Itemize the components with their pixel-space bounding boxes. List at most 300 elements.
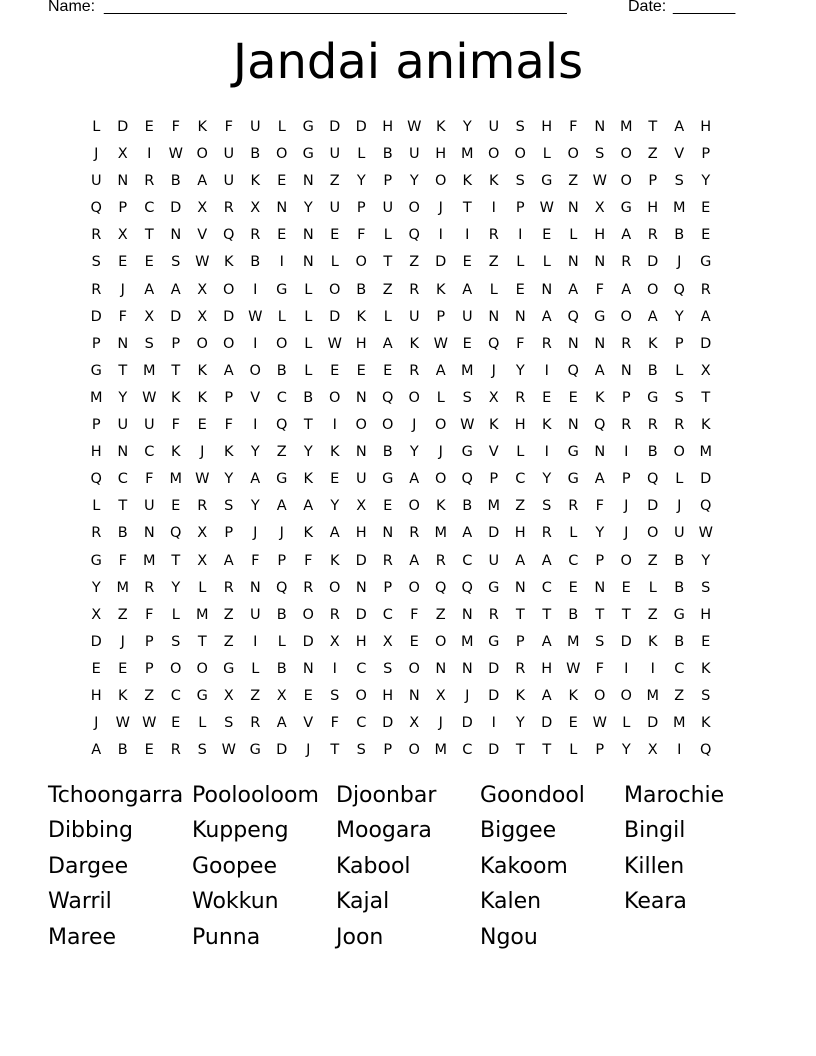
grid-letter[interactable]: W [539,200,554,217]
grid-letter[interactable]: L [304,362,313,379]
grid-letter[interactable]: L [489,281,498,298]
grid-letter[interactable]: N [594,119,606,135]
grid-letter[interactable]: O [355,254,367,271]
grid-letter[interactable]: R [621,335,632,352]
grid-letter[interactable]: G [196,687,208,704]
grid-letter[interactable]: L [251,660,260,677]
grid-letter[interactable]: L [277,308,286,325]
grid-letter[interactable]: N [276,200,288,217]
grid-letter[interactable]: B [674,633,685,650]
grid-letter[interactable]: B [647,362,658,379]
grid-letter[interactable]: W [566,660,581,677]
grid-letter[interactable]: U [461,308,473,325]
grid-letter[interactable]: A [276,715,287,732]
grid-letter[interactable]: G [567,471,579,488]
grid-letter[interactable]: S [144,335,154,352]
grid-letter[interactable]: R [250,715,261,732]
grid-letter[interactable]: K [303,525,313,542]
grid-letter[interactable]: D [461,715,473,732]
grid-letter[interactable]: H [541,660,553,677]
grid-letter[interactable]: N [541,281,553,298]
grid-letter[interactable]: B [276,606,287,623]
grid-letter[interactable]: T [330,742,340,759]
grid-letter[interactable]: M [142,362,156,379]
grid-letter[interactable]: O [196,335,208,352]
grid-letter[interactable]: D [355,552,367,569]
grid-letter[interactable]: O [647,281,659,298]
grid-letter[interactable]: O [620,173,632,190]
grid-letter[interactable]: X [329,633,340,650]
grid-letter[interactable]: N [567,335,579,352]
grid-letter[interactable]: N [567,254,579,271]
grid-letter[interactable]: K [647,633,658,650]
grid-letter[interactable]: G [567,444,579,461]
grid-letter[interactable]: T [197,633,207,650]
grid-letter[interactable]: E [409,633,419,650]
grid-letter[interactable]: M [460,362,474,379]
grid-letter[interactable]: N [170,227,182,244]
grid-letter[interactable]: L [304,308,313,325]
grid-letter[interactable]: K [170,444,181,461]
grid-letter[interactable]: Z [647,606,658,623]
grid-letter[interactable]: G [276,281,288,298]
grid-letter[interactable]: H [90,687,102,704]
grid-letter[interactable]: J [438,200,443,217]
grid-letter[interactable]: O [196,660,208,677]
grid-letter[interactable]: J [677,498,682,515]
grid-letter[interactable]: X [197,200,208,217]
grid-letter[interactable]: O [382,417,394,434]
grid-letter[interactable]: U [408,146,420,163]
grid-letter[interactable]: S [224,715,234,732]
grid-letter[interactable]: K [329,444,340,461]
grid-letter[interactable]: Y [462,119,472,135]
grid-letter[interactable]: Z [435,606,446,623]
grid-letter[interactable]: N [355,579,367,596]
grid-letter[interactable]: R [170,742,181,759]
grid-letter[interactable]: T [515,606,525,623]
grid-letter[interactable]: L [516,444,525,461]
grid-letter[interactable]: X [197,552,208,569]
grid-letter[interactable]: I [253,633,258,650]
grid-letter[interactable]: D [382,715,394,732]
grid-letter[interactable]: N [117,444,129,461]
grid-letter[interactable]: D [488,660,500,677]
grid-letter[interactable]: C [356,660,367,677]
grid-letter[interactable]: R [541,335,552,352]
grid-letter[interactable]: R [144,579,155,596]
grid-letter[interactable]: B [356,281,367,298]
grid-letter[interactable]: Y [409,173,419,190]
grid-letter[interactable]: N [594,579,606,596]
grid-letter[interactable]: O [329,579,341,596]
grid-letter[interactable]: F [357,227,366,244]
grid-letter[interactable]: I [253,417,258,434]
grid-letter[interactable]: P [489,471,499,488]
grid-letter[interactable]: Q [408,227,420,244]
grid-letter[interactable]: J [438,715,443,732]
grid-letter[interactable]: Y [542,471,552,488]
grid-letter[interactable]: A [541,687,552,704]
grid-letter[interactable]: Z [223,606,234,623]
grid-letter[interactable]: M [169,471,182,488]
grid-letter[interactable]: X [276,687,287,704]
grid-letter[interactable]: I [279,254,284,271]
grid-letter[interactable]: D [647,498,659,515]
grid-letter[interactable]: P [701,146,711,163]
grid-letter[interactable]: C [462,742,473,759]
grid-letter[interactable]: L [198,579,207,596]
grid-letter[interactable]: E [383,362,393,379]
grid-letter[interactable]: C [674,660,685,677]
grid-letter[interactable]: Q [567,308,579,325]
grid-letter[interactable]: C [515,471,526,488]
grid-letter[interactable]: O [249,362,261,379]
grid-letter[interactable]: E [701,633,711,650]
grid-letter[interactable]: F [595,281,604,298]
grid-letter[interactable]: L [198,715,207,732]
grid-letter[interactable]: D [302,633,314,650]
grid-letter[interactable]: E [330,227,340,244]
grid-letter[interactable]: P [356,200,366,217]
grid-letter[interactable]: A [594,362,605,379]
grid-letter[interactable]: A [329,525,340,542]
grid-letter[interactable]: A [515,552,526,569]
grid-letter[interactable]: U [673,525,685,542]
grid-letter[interactable]: N [567,200,579,217]
grid-letter[interactable]: G [673,606,685,623]
grid-letter[interactable]: W [115,715,130,732]
grid-letter[interactable]: F [569,119,578,135]
grid-letter[interactable]: N [594,254,606,271]
grid-letter[interactable]: R [409,525,420,542]
grid-letter[interactable]: L [542,146,551,163]
grid-letter[interactable]: A [382,335,393,352]
grid-letter[interactable]: O [355,687,367,704]
grid-letter[interactable]: H [355,633,367,650]
grid-letter[interactable]: Y [515,362,525,379]
grid-letter[interactable]: M [89,389,103,406]
grid-letter[interactable]: E [701,200,711,217]
grid-letter[interactable]: N [435,660,447,677]
grid-letter[interactable]: E [330,471,340,488]
grid-letter[interactable]: J [491,362,496,379]
grid-letter[interactable]: Z [382,281,393,298]
grid-letter[interactable]: S [542,498,552,515]
date-field[interactable]: _______ [673,0,736,15]
grid-letter[interactable]: K [409,335,419,352]
grid-letter[interactable]: K [568,687,578,704]
grid-letter[interactable]: A [144,281,155,298]
grid-letter[interactable]: F [595,498,604,515]
grid-letter[interactable]: Y [595,525,605,542]
grid-letter[interactable]: D [329,119,341,135]
grid-letter[interactable]: R [91,227,102,244]
grid-letter[interactable]: S [462,389,472,406]
grid-letter[interactable]: L [330,254,339,271]
grid-letter[interactable]: W [221,742,236,759]
grid-letter[interactable]: E [568,579,578,596]
grid-letter[interactable]: A [621,281,632,298]
grid-letter[interactable]: O [408,660,420,677]
grid-letter[interactable]: T [542,606,552,623]
grid-letter[interactable]: Q [700,742,712,759]
grid-letter[interactable]: H [647,200,659,217]
grid-letter[interactable]: Y [621,742,631,759]
grid-letter[interactable]: S [674,389,684,406]
grid-letter[interactable]: K [250,173,260,190]
grid-letter[interactable]: L [92,119,101,135]
grid-letter[interactable]: D [700,335,712,352]
grid-letter[interactable]: E [171,498,181,515]
grid-letter[interactable]: Z [117,606,128,623]
grid-letter[interactable]: N [302,660,314,677]
grid-letter[interactable]: L [383,308,392,325]
grid-letter[interactable]: P [621,471,631,488]
grid-letter[interactable]: Y [409,444,419,461]
grid-letter[interactable]: O [435,417,447,434]
grid-letter[interactable]: A [674,119,685,135]
grid-letter[interactable]: M [646,687,659,704]
grid-letter[interactable]: S [356,742,366,759]
grid-letter[interactable]: C [356,715,367,732]
grid-letter[interactable]: U [90,173,102,190]
grid-letter[interactable]: R [409,281,420,298]
grid-letter[interactable]: B [382,146,393,163]
grid-letter[interactable]: J [120,281,125,298]
grid-letter[interactable]: M [672,715,686,732]
grid-letter[interactable]: D [488,687,500,704]
grid-letter[interactable]: U [329,200,341,217]
grid-letter[interactable]: T [515,742,525,759]
grid-letter[interactable]: F [171,417,180,434]
grid-letter[interactable]: E [462,254,472,271]
grid-letter[interactable]: K [223,444,234,461]
grid-letter[interactable]: A [541,308,552,325]
grid-letter[interactable]: O [435,633,447,650]
grid-letter[interactable]: Q [276,579,288,596]
grid-letter[interactable]: P [224,389,234,406]
grid-letter[interactable]: B [170,173,181,190]
grid-letter[interactable]: B [303,389,314,406]
grid-letter[interactable]: B [674,552,685,569]
grid-letter[interactable]: Y [701,173,711,190]
grid-letter[interactable]: N [302,254,314,271]
grid-letter[interactable]: M [487,498,500,515]
grid-letter[interactable]: E [462,335,472,352]
grid-letter[interactable]: P [674,335,684,352]
grid-letter[interactable]: O [567,146,579,163]
grid-letter[interactable]: G [302,119,314,135]
grid-letter[interactable]: R [382,552,393,569]
grid-letter[interactable]: G [249,742,261,759]
grid-letter[interactable]: E [197,417,207,434]
grid-letter[interactable]: A [541,633,552,650]
grid-letter[interactable]: F [118,308,127,325]
grid-letter[interactable]: C [568,552,579,569]
grid-letter[interactable]: P [144,633,154,650]
grid-letter[interactable]: Z [515,498,526,515]
grid-letter[interactable]: I [491,715,496,732]
grid-letter[interactable]: O [488,146,500,163]
grid-letter[interactable]: Z [144,687,155,704]
grid-letter[interactable]: X [223,687,234,704]
grid-letter[interactable]: N [594,444,606,461]
grid-letter[interactable]: R [144,173,155,190]
grid-letter[interactable]: N [461,660,473,677]
grid-letter[interactable]: O [620,552,632,569]
grid-letter[interactable]: O [620,308,632,325]
grid-letter[interactable]: C [144,444,155,461]
grid-letter[interactable]: L [277,633,286,650]
grid-letter[interactable]: C [541,579,552,596]
grid-letter[interactable]: E [144,254,154,271]
grid-letter[interactable]: D [170,200,182,217]
grid-letter[interactable]: L [569,742,578,759]
grid-letter[interactable]: R [674,417,685,434]
grid-letter[interactable]: E [515,281,525,298]
grid-letter[interactable]: I [253,281,258,298]
grid-letter[interactable]: D [117,119,129,135]
grid-letter[interactable]: K [223,254,234,271]
grid-letter[interactable]: P [595,552,605,569]
grid-letter[interactable]: E [144,119,154,135]
grid-letter[interactable]: V [250,389,261,406]
grid-letter[interactable]: I [332,417,337,434]
grid-letter[interactable]: T [383,254,393,271]
grid-letter[interactable]: D [355,119,367,135]
grid-letter[interactable]: Q [700,498,712,515]
grid-letter[interactable]: K [303,471,313,488]
grid-letter[interactable]: X [91,606,102,623]
grid-letter[interactable]: D [276,742,288,759]
grid-letter[interactable]: M [619,119,633,135]
grid-letter[interactable]: D [488,525,500,542]
grid-letter[interactable]: S [595,146,605,163]
grid-letter[interactable]: D [541,715,553,732]
grid-letter[interactable]: E [118,660,128,677]
grid-letter[interactable]: U [382,200,394,217]
grid-letter[interactable]: V [674,146,685,163]
grid-letter[interactable]: S [515,173,525,190]
grid-letter[interactable]: J [279,525,284,542]
grid-letter[interactable]: Y [224,471,234,488]
grid-letter[interactable]: X [197,308,208,325]
grid-letter[interactable]: H [541,119,553,135]
grid-letter[interactable]: L [569,525,578,542]
grid-letter[interactable]: A [91,742,102,759]
grid-letter[interactable]: W [327,335,342,352]
grid-letter[interactable]: G [461,444,473,461]
grid-letter[interactable]: O [620,687,632,704]
grid-letter[interactable]: W [142,389,157,406]
grid-letter[interactable]: Z [647,146,658,163]
grid-letter[interactable]: E [171,715,181,732]
grid-letter[interactable]: P [621,389,631,406]
grid-letter[interactable]: R [647,417,658,434]
grid-letter[interactable]: F [118,552,127,569]
grid-letter[interactable]: H [700,606,712,623]
grid-letter[interactable]: D [488,742,500,759]
grid-letter[interactable]: S [515,119,525,135]
grid-letter[interactable]: U [329,146,341,163]
grid-letter[interactable]: D [620,633,632,650]
grid-letter[interactable]: U [223,173,235,190]
grid-letter[interactable]: K [541,417,552,434]
grid-letter[interactable]: I [253,335,258,352]
grid-letter[interactable]: Y [250,498,260,515]
grid-letter[interactable]: M [672,200,686,217]
grid-letter[interactable]: E [144,742,154,759]
grid-letter[interactable]: K [170,389,181,406]
grid-letter[interactable]: G [620,200,632,217]
grid-letter[interactable]: Q [435,579,447,596]
grid-letter[interactable]: Q [567,362,579,379]
grid-letter[interactable]: L [675,471,684,488]
grid-letter[interactable]: W [195,471,210,488]
grid-letter[interactable]: M [116,579,129,596]
grid-letter[interactable]: O [594,687,606,704]
grid-letter[interactable]: A [250,471,261,488]
grid-letter[interactable]: P [224,525,234,542]
grid-letter[interactable]: P [171,335,181,352]
grid-letter[interactable]: Q [276,417,288,434]
grid-letter[interactable]: H [435,146,447,163]
grid-letter[interactable]: V [488,444,499,461]
grid-letter[interactable]: L [304,335,313,352]
grid-letter[interactable]: Q [90,200,102,217]
grid-letter[interactable]: S [701,687,711,704]
grid-letter[interactable]: J [306,742,311,759]
grid-letter[interactable]: T [621,606,631,623]
grid-letter[interactable]: E [542,227,552,244]
grid-letter[interactable]: F [516,335,525,352]
grid-letter[interactable]: R [621,254,632,271]
grid-letter[interactable]: L [436,389,445,406]
grid-letter[interactable]: A [197,173,208,190]
grid-letter[interactable]: B [382,444,393,461]
grid-letter[interactable]: T [118,362,128,379]
grid-letter[interactable]: L [383,227,392,244]
grid-letter[interactable]: D [90,633,102,650]
grid-letter[interactable]: Z [329,173,340,190]
grid-letter[interactable]: J [624,498,629,515]
grid-letter[interactable]: E [356,362,366,379]
grid-letter[interactable]: I [544,362,549,379]
grid-letter[interactable]: R [303,579,314,596]
grid-letter[interactable]: D [700,471,712,488]
grid-letter[interactable]: O [276,335,288,352]
grid-letter[interactable]: A [594,471,605,488]
grid-letter[interactable]: F [330,715,339,732]
grid-letter[interactable]: O [223,281,235,298]
grid-letter[interactable]: Y [330,498,340,515]
grid-letter[interactable]: B [647,444,658,461]
grid-letter[interactable]: J [465,687,470,704]
grid-letter[interactable]: C [144,200,155,217]
grid-letter[interactable]: Y [91,579,101,596]
grid-letter[interactable]: R [488,606,499,623]
grid-letter[interactable]: J [120,633,125,650]
grid-letter[interactable]: E [383,498,393,515]
grid-letter[interactable]: Y [118,389,128,406]
grid-letter[interactable]: N [302,227,314,244]
grid-letter[interactable]: W [433,335,448,352]
grid-letter[interactable]: R [91,525,102,542]
grid-letter[interactable]: O [329,389,341,406]
grid-letter[interactable]: F [251,552,260,569]
grid-letter[interactable]: N [355,389,367,406]
